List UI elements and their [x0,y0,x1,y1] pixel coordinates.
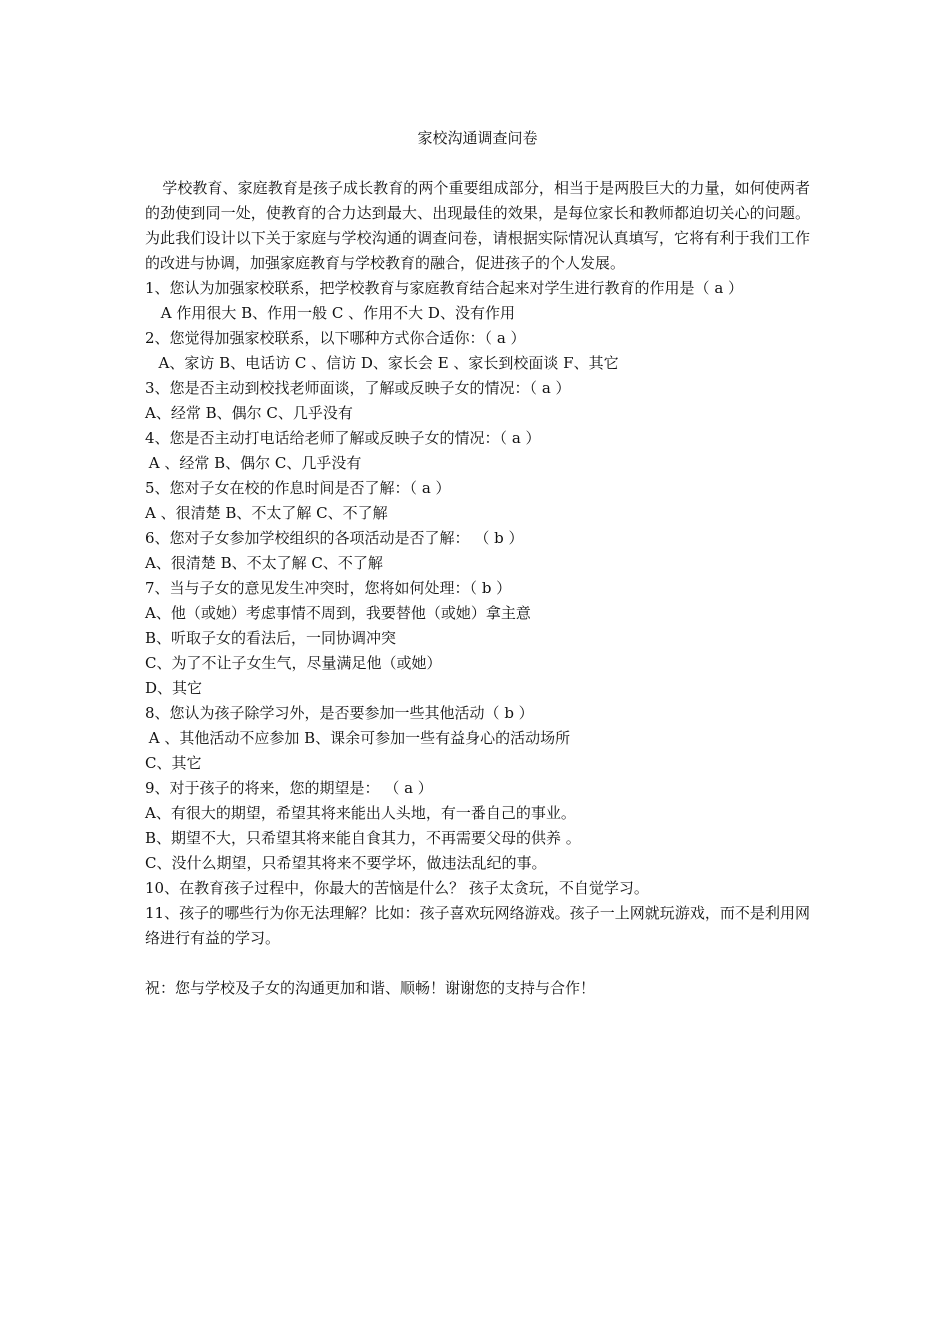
spacer [145,951,810,976]
intro-paragraph: 学校教育、家庭教育是孩子成长教育的两个重要组成部分，相当于是两股巨大的力量，如何使两者的劲使到同一处，使教育的合力达到最大、出现最佳的效果，是每位家长和教师都迫切关心的问题。为此我们设计以下关于家庭与学校沟通的调查问卷，请根据实际情况认真填写，它将有利于我们工作的改进与协调，加强家庭教育与学校教育的融合，促进孩子的个人发展。 [145,179,810,272]
question-6: 6、您对子女参加学校组织的各项活动是否了解： （ b ） [145,529,524,547]
question-1: 1、您认为加强家校联系，把学校教育与家庭教育结合起来对学生进行教育的作用是（ a ） [145,279,744,297]
question-11: 11、孩子的哪些行为你无法理解？比如：孩子喜欢玩网络游戏。孩子一上网就玩游戏，而不是利用网络进行有益的学习。 [145,904,810,947]
question-6-options: A、很清楚 B、不太了解 C、不了解 [145,554,383,572]
question-10: 10、在教育孩子过程中，你最大的苦恼是什么？ 孩子太贪玩，不自觉学习。 [145,879,649,897]
question-3-options: A、经常 B、偶尔 C、几乎没有 [145,404,353,422]
question-5: 5、您对子女在校的作息时间是否了解：（ a ） [145,479,451,497]
question-9-option-c: C、没什么期望，只希望其将来不要学坏，做违法乱纪的事。 [145,854,547,872]
closing-line: 祝：您与学校及子女的沟通更加和谐、顺畅！谢谢您的支持与合作！ [145,979,596,997]
question-7-option-a: A、他（或她）考虑事情不周到，我要替他（或她）拿主意 [145,604,531,622]
question-5-options: A 、很清楚 B、不太了解 C、不了解 [145,504,388,522]
question-1-options: A 作用很大 B、作用一般 C 、作用不大 D、没有作用 [160,304,515,322]
question-3: 3、您是否主动到校找老师面谈，了解或反映子女的情况：（ a ） [145,379,571,397]
question-4: 4、您是否主动打电话给老师了解或反映子女的情况：（ a ） [145,429,541,447]
question-2-options: A、家访 B、电话访 C 、信访 D、家长会 E 、家长到校面谈 F、其它 [158,354,619,372]
questionnaire-page [145,126,810,1001]
question-2: 2、您觉得加强家校联系，以下哪种方式你合适你：（ a ） [145,329,526,347]
question-7-option-c: C、为了不让子女生气，尽量满足他（或她） [145,654,442,672]
question-7-option-d: D、其它 [145,679,203,697]
page-title: 家校沟通调查问卷 [417,129,538,147]
question-9-option-a: A、有很大的期望，希望其将来能出人头地，有一番自己的事业。 [145,804,576,822]
question-9: 9、对于孩子的将来，您的期望是： （ a ） [145,779,433,797]
question-8-option-c: C、其它 [145,754,202,772]
question-7: 7、当与子女的意见发生冲突时，您将如何处理：（ b ） [145,579,512,597]
question-9-option-b: B、期望不大，只希望其将来能自食其力，不再需要父母的供养 。 [145,829,581,847]
question-8: 8、您认为孩子除学习外，是否要参加一些其他活动（ b ） [145,704,534,722]
question-7-option-b: B、听取子女的看法后，一同协调冲突 [145,629,397,647]
question-8-option-ab: A 、其他活动不应参加 B、课余可参加一些有益身心的活动场所 [148,729,571,747]
question-4-options: A 、经常 B、偶尔 C、几乎没有 [148,454,362,472]
